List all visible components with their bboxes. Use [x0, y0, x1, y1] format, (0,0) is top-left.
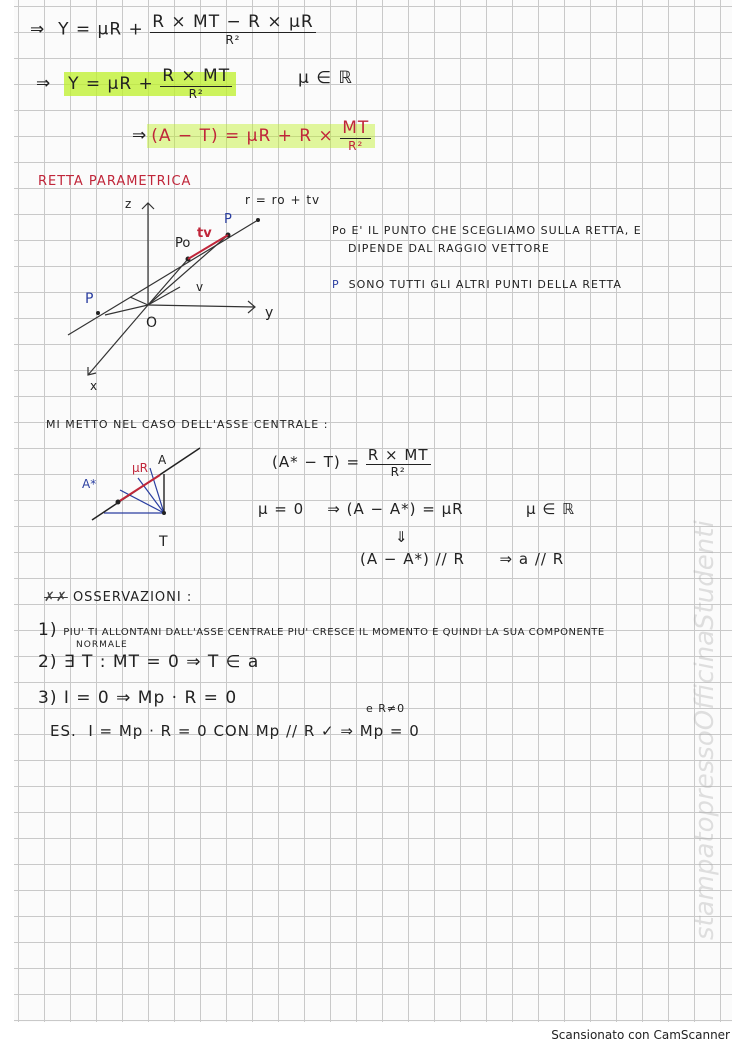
parametric-formula: r = ro + tv [245, 193, 321, 207]
v-label: v [196, 280, 204, 294]
x-axis-label: x [90, 379, 98, 393]
equation-3: ⇒ (A − T) = μR + R × $\frac{MT}{\text{R²}}$ [132, 118, 375, 153]
equation-2-domain: μ ∈ ℝ [298, 68, 353, 88]
central-axis-eq2: μ = 0 ⇒ (A − A*) = μR [258, 500, 464, 518]
central-axis-diagram [80, 440, 220, 555]
z-axis-label: z [125, 197, 132, 211]
note-p0-line2: DIPENDE DAL RAGGIO VETTORE [348, 242, 550, 255]
observation-1: 1) PIU' TI ALLONTANI DALL'ASSE CENTRALE PIU' CRESCE IL MOMENTO E QUINDI LA SUA COMPONENTE [38, 620, 605, 640]
observation-2: 2) ∃ T : MT = 0 ⇒ T ∈ a [38, 652, 260, 672]
observation-example: ES. I = Mp · R = 0 CON Mp // R ✓ ⇒ Mp = 0 [50, 722, 420, 740]
parametric-line-diagram [30, 185, 330, 395]
p-top-label: P [224, 212, 232, 227]
section-title-asse-centrale: MI METTO NEL CASO DELL'ASSE CENTRALE : [46, 418, 329, 431]
tv-label: tv [197, 226, 212, 241]
p0-label: Po [175, 236, 191, 251]
t-label: T [159, 534, 168, 550]
section-title-retta-parametrica: RETTA PARAMETRICA [38, 174, 192, 189]
mu-r-label: μR [132, 461, 148, 475]
origin-label: O [146, 315, 158, 331]
watermark: stampatopressoOfficinaStudenti [690, 520, 720, 940]
p-left-label: P [85, 291, 94, 307]
central-axis-eq3: (A − A*) // R ⇒ a // R [360, 550, 565, 568]
implies-down-arrow: ⇓ [395, 528, 409, 546]
observation-3: 3) I = 0 ⇒ Mp · R = 0 [38, 688, 238, 708]
observations-title: ✗✗ OSSERVAZIONI : [44, 590, 193, 605]
central-axis-domain: μ ∈ ℝ [526, 500, 576, 518]
note-p0-line1: Po E' IL PUNTO CHE SCEGLIAMO SULLA RETTA, E [332, 224, 642, 237]
a-star-label: A* [82, 477, 97, 491]
a-label: A [158, 453, 167, 467]
equation-2: ⇒ Y = μR + $\frac{R \times MT}{\text{R²}}$ [36, 66, 236, 101]
y-axis-label: y [265, 305, 274, 321]
note-p: P SONO TUTTI GLI ALTRI PUNTI DELLA RETTA [332, 278, 622, 291]
central-axis-eq1: (A* − T) = $\frac{R \times MT}{\text{R²}}$ [272, 446, 429, 479]
equation-1: ⇒ Y = μR + $\frac{R \times MT - R \times \mu R}{\text{R²}}$ [30, 12, 314, 47]
camscanner-footer: Scansionato con CamScanner [551, 1028, 730, 1042]
observation-1-cont: NORMALE [76, 640, 128, 650]
observation-3-note: e R≠0 [366, 702, 406, 715]
